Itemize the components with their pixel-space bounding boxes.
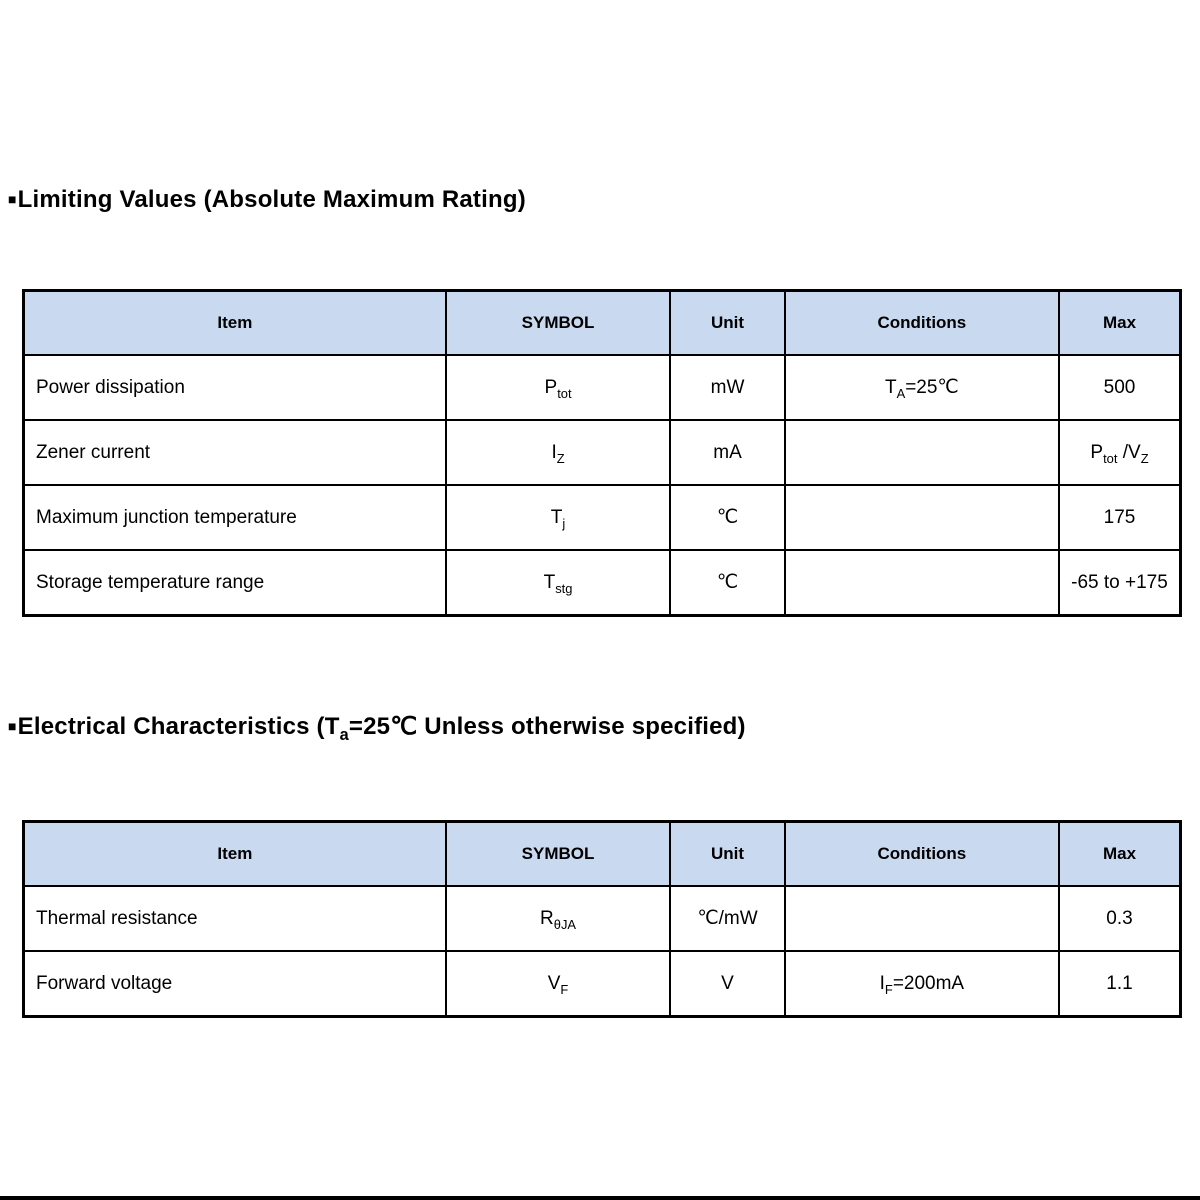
cell-conditions: $I_F=200mA$ [785,951,1059,1017]
cell-conditions [785,886,1059,951]
column-header-conditions: Conditions [785,822,1059,887]
cell-symbol: $V_F$ [446,951,670,1017]
cell-unit: mW [670,355,785,420]
heading-text: Electrical Characteristics ($T_a=25℃$ Unless otherwise specified) [17,713,746,744]
cell-max: 500 [1059,355,1181,420]
table-row [24,485,1181,550]
cell-item: Storage temperature range [24,550,446,616]
column-header-item: Item [24,291,446,356]
square-bullet-icon: ■ [8,191,17,207]
header-row [24,291,1181,356]
table-row [24,355,1181,420]
column-header-unit: Unit [670,822,785,887]
cell-conditions [785,420,1059,485]
column-header-item: Item [24,822,446,887]
cell-item: Power dissipation [24,355,446,420]
cell-max: $P_{tot}$ $/V_Z$ [1059,420,1181,485]
cell-symbol: $T_j$ [446,485,670,550]
cell-max: 0.3 [1059,886,1181,951]
cell-conditions [785,485,1059,550]
square-bullet-icon: ■ [8,718,17,734]
page-bottom-bar [0,1196,1200,1200]
table-row [24,420,1181,485]
heading-text: Limiting Values (Absolute Maximum Rating) [17,186,526,213]
cell-unit: ℃ [670,485,785,550]
column-header-conditions: Conditions [785,291,1059,356]
section-heading-limiting-values [8,186,526,214]
cell-symbol: $R_{\theta JA}$ [446,886,670,951]
cell-max: -65 to +175 [1059,550,1181,616]
column-header-max: Max [1059,822,1181,887]
cell-symbol: $P_{tot}$ [446,355,670,420]
column-header-max: Max [1059,291,1181,356]
table-header [24,822,1181,887]
cell-max: 1.1 [1059,951,1181,1017]
column-header-symbol: SYMBOL [446,822,670,887]
table-row [24,550,1181,616]
header-row [24,822,1181,887]
table-header [24,291,1181,356]
cell-item: Zener current [24,420,446,485]
cell-unit: ℃/mW [670,886,785,951]
cell-item: Forward voltage [24,951,446,1017]
section-heading-electrical-characteristics [8,712,746,744]
table-row [24,886,1181,951]
column-header-unit: Unit [670,291,785,356]
limiting-values-table [22,289,1182,617]
column-header-symbol: SYMBOL [446,291,670,356]
cell-symbol: $I_Z$ [446,420,670,485]
cell-item: Thermal resistance [24,886,446,951]
cell-unit: mA [670,420,785,485]
table-row [24,951,1181,1017]
cell-unit: V [670,951,785,1017]
cell-conditions: $T_A=25℃$ [785,355,1059,420]
cell-unit: ℃ [670,550,785,616]
cell-item: Maximum junction temperature [24,485,446,550]
cell-conditions [785,550,1059,616]
electrical-characteristics-table [22,820,1182,1018]
cell-symbol: $T_{stg}$ [446,550,670,616]
cell-max: 175 [1059,485,1181,550]
